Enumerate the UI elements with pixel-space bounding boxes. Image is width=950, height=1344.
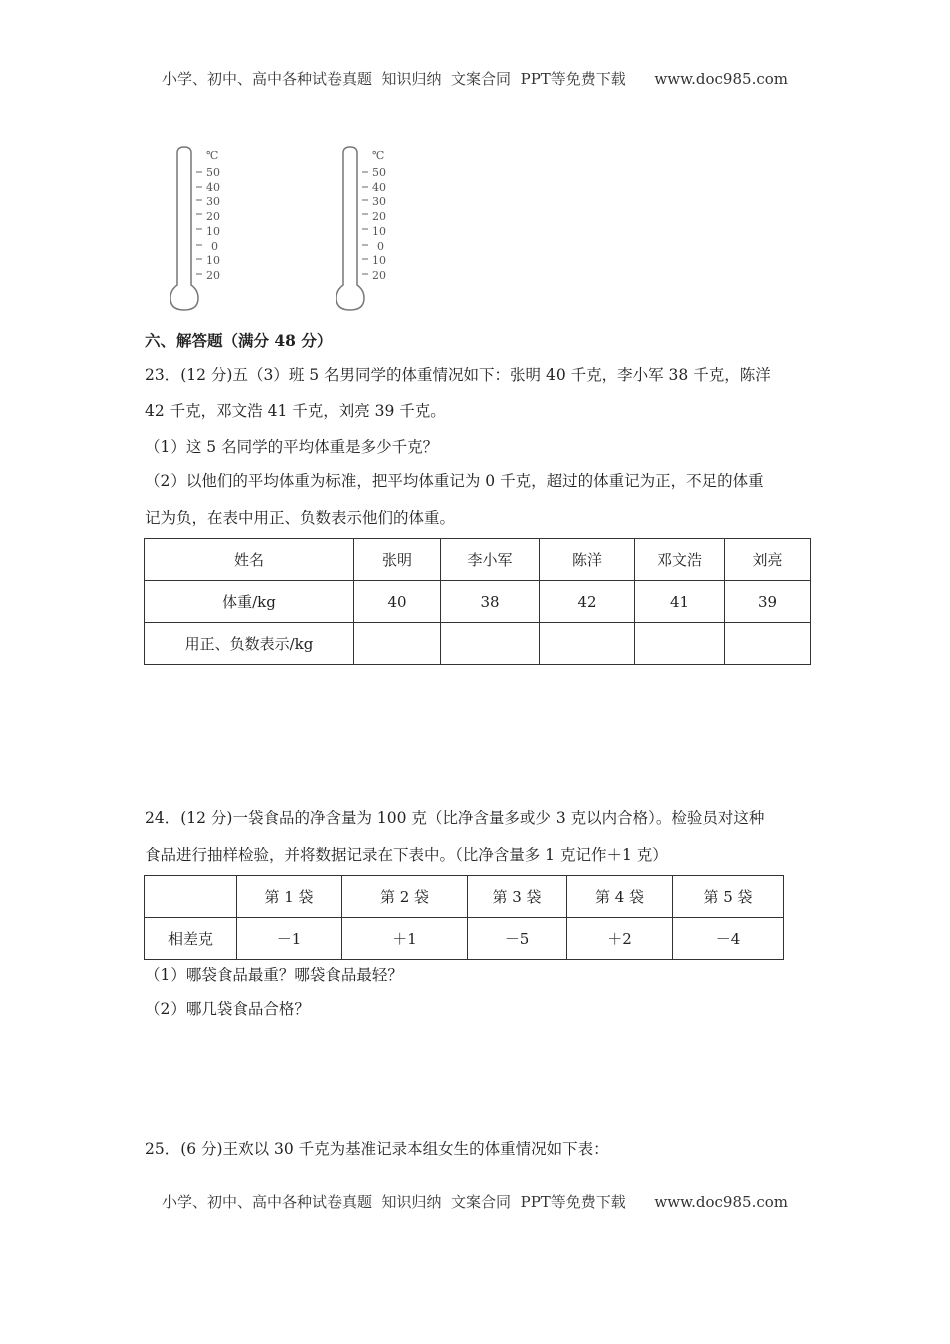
table-row xyxy=(145,581,811,623)
table-cell: 张明 xyxy=(354,539,441,581)
q24-text-line2: 食品进行抽样检验，并将数据记录在下表中。（比净含量多 1 克记作＋1 克） xyxy=(145,846,668,864)
table-cell: 第 1 袋 xyxy=(237,876,342,918)
table-cell: 第 2 袋 xyxy=(342,876,468,918)
table-row xyxy=(145,876,784,918)
table-cell: 李小军 xyxy=(441,539,540,581)
thermometer-right-unit: ℃ xyxy=(372,149,385,162)
table-cell: －4 xyxy=(673,918,784,960)
table-cell: 第 5 袋 xyxy=(673,876,784,918)
q23-sub2-line1: （2）以他们的平均体重为标准，把平均体重记为 0 千克，超过的体重记为正，不足的体重 xyxy=(145,472,764,490)
q24-sub1: （1）哪袋食品最重？哪袋食品最轻？ xyxy=(145,966,403,984)
table-cell: 陈洋 xyxy=(540,539,635,581)
q24-text-line1: 24．(12 分)一袋食品的净含量为 100 克（比净含量多或少 3 克以内合格）。检验员对这种 xyxy=(145,809,765,827)
q24-sub2: （2）哪几袋食品合格？ xyxy=(145,1000,310,1018)
q23-sub2-line2: 记为负，在表中用正、负数表示他们的体重。 xyxy=(145,509,456,527)
q23-text-line1: 23．(12 分)五（3）班 5 名男同学的体重情况如下：张明 40 千克，李小军 38 千克，陈洋 xyxy=(145,366,771,384)
row-header-name: 姓名 xyxy=(145,539,354,581)
table-cell: 40 xyxy=(354,581,441,623)
table-cell: 第 4 袋 xyxy=(567,876,673,918)
row-header-weight: 体重/kg xyxy=(145,581,354,623)
table-cell: －5 xyxy=(468,918,567,960)
q23-sub1: （1）这 5 名同学的平均体重是多少千克？ xyxy=(145,438,439,456)
table-cell: ＋2 xyxy=(567,918,673,960)
table-cell: ＋1 xyxy=(342,918,468,960)
q25-text-line1: 25．(6 分)王欢以 30 千克为基准记录本组女生的体重情况如下表： xyxy=(145,1140,609,1158)
table-cell: 42 xyxy=(540,581,635,623)
page-header: 小学、初中、高中各种试卷真题 知识归纳 文案合同 PPT等免费下载 www.doc985.com xyxy=(161,70,788,88)
table-cell: 第 3 袋 xyxy=(468,876,567,918)
section-title: 六、解答题（满分 48 分） xyxy=(145,331,333,350)
answer-cell[interactable] xyxy=(441,623,540,665)
thermometer-right-scale: 50 40 30 20 10 0 10 20 xyxy=(372,166,386,282)
q23-weight-table xyxy=(144,538,811,665)
table-corner xyxy=(145,876,237,918)
answer-cell[interactable] xyxy=(540,623,635,665)
table-cell: 邓文浩 xyxy=(635,539,725,581)
table-cell: －1 xyxy=(237,918,342,960)
answer-cell[interactable] xyxy=(354,623,441,665)
table-cell: 41 xyxy=(635,581,725,623)
table-row xyxy=(145,539,811,581)
q24-bag-table xyxy=(144,875,784,960)
q23-text-line2: 42 千克，邓文浩 41 千克，刘亮 39 千克。 xyxy=(145,402,446,420)
table-cell: 38 xyxy=(441,581,540,623)
table-cell: 刘亮 xyxy=(725,539,811,581)
page-footer: 小学、初中、高中各种试卷真题 知识归纳 文案合同 PPT等免费下载 www.doc985.com xyxy=(161,1193,788,1211)
answer-cell[interactable] xyxy=(635,623,725,665)
row-header-diff: 相差克 xyxy=(145,918,237,960)
answer-cell[interactable] xyxy=(725,623,811,665)
table-row xyxy=(145,918,784,960)
row-header-signed: 用正、负数表示/kg xyxy=(145,623,354,665)
table-row xyxy=(145,623,811,665)
table-cell: 39 xyxy=(725,581,811,623)
thermometer-left-unit: ℃ xyxy=(206,149,219,162)
thermometer-left-scale: 50 40 30 20 10 0 10 20 xyxy=(206,166,220,282)
